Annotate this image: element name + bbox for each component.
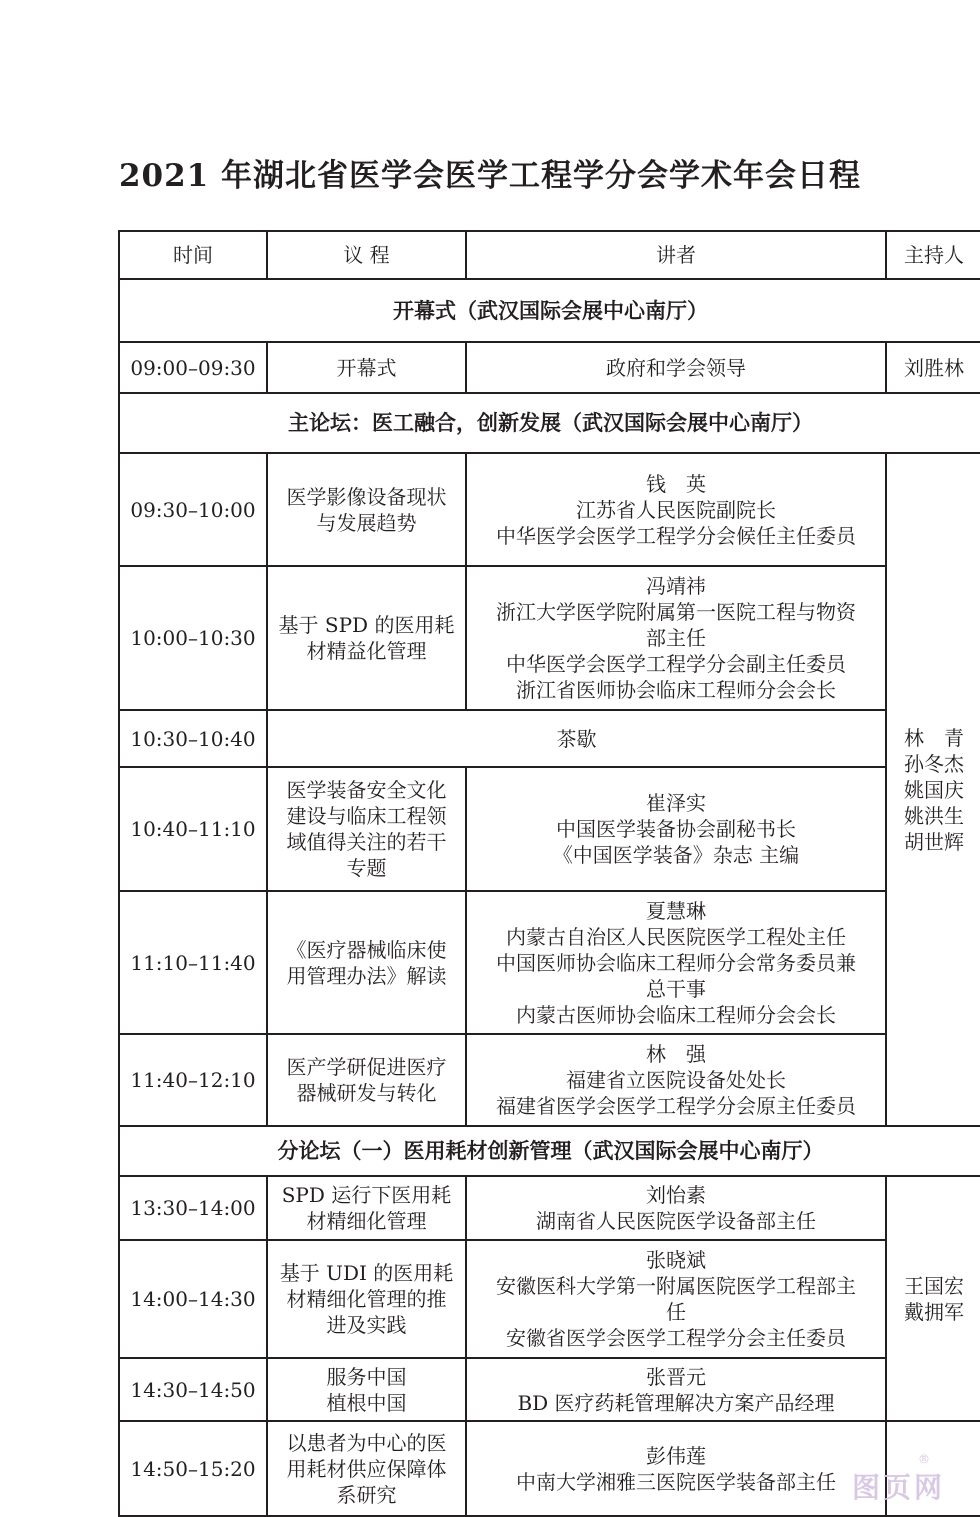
section-row — [119, 393, 980, 453]
table-row — [119, 1240, 980, 1358]
header-row — [119, 231, 980, 279]
speaker-cell: 彭伟莲 中南大学湘雅三医院医学装备部主任 — [466, 1421, 886, 1516]
host-cell: 王国宏 戴拥军 — [886, 1176, 980, 1421]
agenda-cell: 基于 SPD 的医用耗 材精益化管理 — [267, 566, 466, 710]
speaker-cell: 夏慧琳 内蒙古自治区人民医院医学工程处主任 中国医师协会临床工程师分会常务委员兼 总干事 内蒙古医师协会临床工程师分会会长 — [466, 891, 886, 1034]
table-row — [119, 710, 980, 767]
table-row — [119, 1034, 980, 1126]
time-cell: 09:30–10:00 — [119, 453, 267, 566]
agenda-cell: 以患者为中心的医 用耗材供应保障体 系研究 — [267, 1421, 466, 1516]
section-title: 主论坛：医工融合，创新发展（武汉国际会展中心南厅） — [119, 393, 980, 453]
section-row — [119, 279, 980, 342]
table-row — [119, 453, 980, 566]
time-cell: 11:10–11:40 — [119, 891, 267, 1034]
agenda-cell: 《医疗器械临床使 用管理办法》解读 — [267, 891, 466, 1034]
speaker-cell: 张晋元 BD 医疗药耗管理解决方案产品经理 — [466, 1358, 886, 1421]
time-cell: 09:00–09:30 — [119, 342, 267, 393]
agenda-cell: 医产学研促进医疗 器械研发与转化 — [267, 1034, 466, 1126]
time-cell: 14:00–14:30 — [119, 1240, 267, 1358]
header-time: 时间 — [119, 231, 267, 279]
agenda-cell: 开幕式 — [267, 342, 466, 393]
table-row — [119, 891, 980, 1034]
speaker-cell: 刘怡素 湖南省人民医院医学设备部主任 — [466, 1176, 886, 1240]
table-row — [119, 1421, 980, 1516]
header-agenda: 议 程 — [267, 231, 466, 279]
header-speaker: 讲者 — [466, 231, 886, 279]
schedule-table — [118, 230, 980, 1517]
agenda-cell: 基于 UDI 的医用耗 材精细化管理的推 进及实践 — [267, 1240, 466, 1358]
break-cell: 茶歇 — [267, 710, 886, 767]
time-cell: 14:50–15:20 — [119, 1421, 267, 1516]
time-cell: 10:40–11:10 — [119, 767, 267, 891]
speaker-cell: 林 强 福建省立医院设备处处长 福建省医学会医学工程学分会原主任委员 — [466, 1034, 886, 1126]
time-cell: 14:30–14:50 — [119, 1358, 267, 1421]
section-title: 开幕式（武汉国际会展中心南厅） — [119, 279, 980, 342]
agenda-cell: 服务中国 植根中国 — [267, 1358, 466, 1421]
table-row — [119, 767, 980, 891]
time-cell: 10:00–10:30 — [119, 566, 267, 710]
time-cell: 10:30–10:40 — [119, 710, 267, 767]
registered-mark: ® — [918, 1452, 930, 1466]
speaker-cell: 张晓斌 安徽医科大学第一附属医院医学工程部主 任 安徽省医学会医学工程学分会主任委员 — [466, 1240, 886, 1358]
agenda-cell: SPD 运行下医用耗 材精细化管理 — [267, 1176, 466, 1240]
speaker-cell: 钱 英 江苏省人民医院副院长 中华医学会医学工程学分会候任主任委员 — [466, 453, 886, 566]
agenda-cell: 医学装备安全文化 建设与临床工程领 域值得关注的若干 专题 — [267, 767, 466, 891]
page-title: 2021 年湖北省医学会医学工程学分会学术年会日程 — [118, 158, 862, 194]
header-host: 主持人 — [886, 231, 980, 279]
speaker-cell: 政府和学会领导 — [466, 342, 886, 393]
table-row — [119, 566, 980, 710]
section-row — [119, 1126, 980, 1176]
time-cell: 13:30–14:00 — [119, 1176, 267, 1240]
watermark-logo: 图页网 — [852, 1471, 946, 1504]
agenda-cell: 医学影像设备现状 与发展趋势 — [267, 453, 466, 566]
host-cell: 林 青 孙冬杰 姚国庆 姚洪生 胡世辉 — [886, 453, 980, 1126]
time-cell: 11:40–12:10 — [119, 1034, 267, 1126]
table-row — [119, 1358, 980, 1421]
host-cell: 刘胜林 — [886, 342, 980, 393]
table-row — [119, 1176, 980, 1240]
table-row — [119, 342, 980, 393]
speaker-cell: 冯靖祎 浙江大学医学院附属第一医院工程与物资 部主任 中华医学会医学工程学分会副主任委员 浙江省医师协会临床工程师分会会长 — [466, 566, 886, 710]
section-title: 分论坛（一）医用耗材创新管理（武汉国际会展中心南厅） — [119, 1126, 980, 1176]
speaker-cell: 崔泽实 中国医学装备协会副秘书长 《中国医学装备》杂志 主编 — [466, 767, 886, 891]
